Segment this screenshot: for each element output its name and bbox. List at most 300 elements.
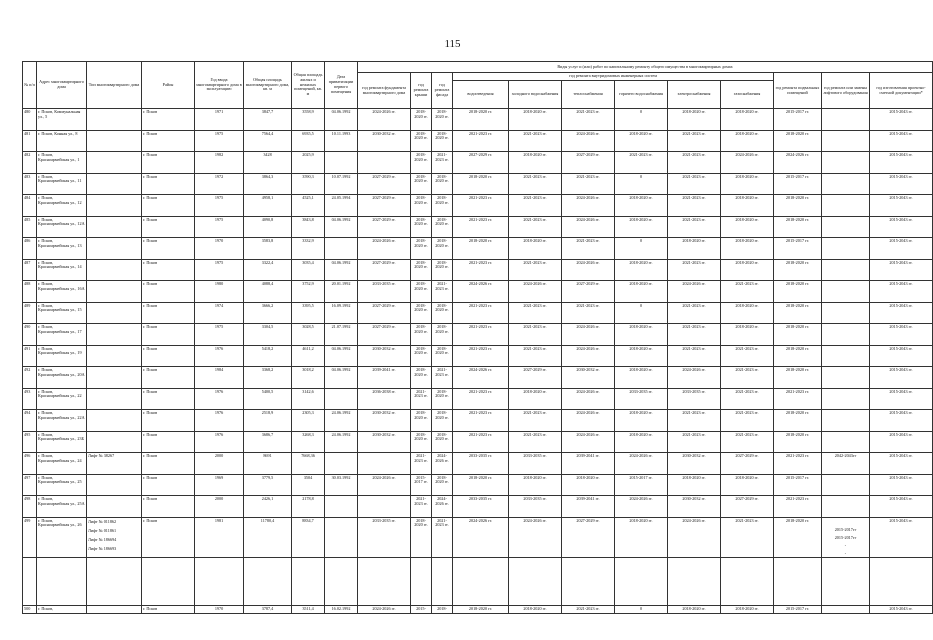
cell-hot-water: 2033-2035 гг.: [615, 388, 668, 410]
cell-drainage: 2018-2020 гг.: [453, 605, 509, 613]
cell-facade: 2018-2020 гг.: [432, 109, 453, 131]
cell-hot-water: 2018-2020 гг.: [615, 431, 668, 453]
cell-total-area: 3368,2: [244, 367, 292, 389]
cell-address: г. Псков, Красноармейская ул., 23Б: [37, 431, 87, 453]
cell-roof: 2018-2020 гг.: [411, 324, 432, 346]
cell-drainage: 2024-2026 гг.: [453, 281, 509, 303]
cell-total-area: 3787,4: [244, 605, 292, 613]
cell-num: 486: [23, 238, 37, 260]
cell-elevator: [822, 259, 870, 281]
cell-facade: 2018-2020 гг.: [432, 324, 453, 346]
cell-total-area: 2426,1: [244, 496, 292, 518]
header-type: Тип многоквартирного дома: [87, 62, 142, 109]
cell-elevator: [822, 173, 870, 195]
cell-type: [87, 367, 142, 389]
cell-type: [87, 216, 142, 238]
cell-facade: 2018-2020 гг.: [432, 216, 453, 238]
cell-heating: 2021-2023 гг.: [562, 302, 615, 324]
header-year: Год ввода многоквартирного дома в эксплуатацию: [195, 62, 244, 109]
cell-district: г. Псков: [142, 238, 195, 260]
cell-facade: 2018-2020 гг.: [432, 474, 453, 496]
cell-gas: 2021-2023 гг.: [721, 517, 774, 557]
cell-cold-water: 2021-2023 гг.: [509, 324, 562, 346]
cell-basement: 2018-2020 гг.: [774, 367, 822, 389]
cell-type: [87, 173, 142, 195]
cell-type: [87, 517, 142, 557]
cell-facade: 2018-2020 гг.: [432, 388, 453, 410]
cell-num: 485: [23, 216, 37, 238]
cell-address: г. Псков, Красноармейская ул., 14: [37, 259, 87, 281]
cell-privatization-date: 04.06.1992: [325, 109, 358, 131]
cell-cold-water: 2033-2035 гг.: [509, 453, 562, 475]
cell-design-docs: 2015-2043 гг.: [870, 130, 933, 152]
cell-basement: 2018-2020 гг.: [774, 517, 822, 557]
cell-drainage: 2021-2023 гг.: [453, 259, 509, 281]
cell-address: г. Псков, Конная ул., 8: [37, 130, 87, 152]
cell-total-area: 3583,8: [244, 238, 292, 260]
header-design-docs: год изготовления проектно-сметной документации*: [870, 73, 933, 109]
cell-heating: 2024-2026 гг.: [562, 410, 615, 432]
cell-basement: 2015-2017 гг.: [774, 238, 822, 260]
cell-electricity: 2021-2023 гг.: [668, 259, 721, 281]
cell-electricity: 2030-2032 гг.: [668, 453, 721, 475]
header-elevator: год ремонта или замены лифтового оборудования: [822, 73, 870, 109]
cell-elevator: [822, 130, 870, 152]
cell-num: 498: [23, 496, 37, 518]
cell-gas: 2018-2020 гг.: [721, 324, 774, 346]
cell-type: Лифт № 38267: [87, 453, 142, 475]
table-row-499: [23, 517, 933, 557]
cell-hot-water: 2021-2023 гг.: [615, 152, 668, 174]
cell-privatization-date: 04.06.1992: [325, 345, 358, 367]
cell-year: 1970: [195, 605, 244, 613]
cell-district: г. Псков: [142, 302, 195, 324]
cell-district: г. Псков: [142, 281, 195, 303]
cell-privatization-date: 16.02.1992: [325, 605, 358, 613]
cell-privatization-date: [325, 517, 358, 557]
cell-heating: 2039-2041 гг.: [562, 496, 615, 518]
table-row: [23, 216, 933, 238]
elevator-repair-year: -: [844, 550, 847, 556]
cell-heating: 2024-2026 гг.: [562, 130, 615, 152]
cell-drainage: 2021-2023 гг.: [453, 130, 509, 152]
cell-roof: 2018-2020 гг.: [411, 345, 432, 367]
cell-address: г. Псков, Красноармейская ул., 17: [37, 324, 87, 346]
cell-heating: 2024-2026 гг.: [562, 431, 615, 453]
cell-address: г. Псков, Коммунальная ул., 5: [37, 109, 87, 131]
cell-year: 1976: [195, 345, 244, 367]
cell-drainage: 2024-2026 гг.: [453, 367, 509, 389]
cell-elevator: [822, 109, 870, 131]
cell-privatization-date: 24.06.1992: [325, 410, 358, 432]
header-drainage: водоотведения: [453, 81, 509, 109]
cell-address: г. Псков, Красноармейская ул., 25А: [37, 496, 87, 518]
cell-roof: 2018-2020 гг.: [411, 238, 432, 260]
header-electricity: электроснабжения: [668, 81, 721, 109]
cell-foundation: 2027-2029 гг.: [358, 302, 411, 324]
cell-foundation: 2027-2029 гг.: [358, 259, 411, 281]
cell-foundation: 2027-2029 гг.: [358, 195, 411, 217]
cell-facade: 2018-2020 гг.: [432, 238, 453, 260]
cell-num: 481: [23, 130, 37, 152]
cell-drainage: 2021-2023 гг.: [453, 410, 509, 432]
cell-num: 494: [23, 410, 37, 432]
cell-cold-water: 2021-2023 гг.: [509, 259, 562, 281]
cell-num: 497: [23, 474, 37, 496]
table-row: [23, 324, 933, 346]
cell-elevator: [822, 367, 870, 389]
cell-address: г. Псков, Красноармейская ул., 11: [37, 173, 87, 195]
cell-heating: 2021-2023 гг.: [562, 173, 615, 195]
cell-year: 1976: [195, 388, 244, 410]
cell-basement: 2015-2017 гг.: [774, 474, 822, 496]
cell-elevator: [822, 238, 870, 260]
cell-roof: 2018-2020 гг.: [411, 109, 432, 131]
cell-drainage: 2018-2020 гг.: [453, 474, 509, 496]
cell-hot-water: 2018-2020 гг.: [615, 195, 668, 217]
cell-total-area: 3304,5: [244, 324, 292, 346]
cell-drainage: 2018-2020 гг.: [453, 238, 509, 260]
header-gas: газоснабжения: [721, 81, 774, 109]
cell-type: [87, 109, 142, 131]
cell-foundation: 2030-2032 гг.: [358, 410, 411, 432]
cell-roof: 2018-2020 гг.: [411, 216, 432, 238]
cell-total-area: 11780,4: [244, 517, 292, 557]
header-district: Район: [142, 62, 195, 109]
cell-facade: 2024-2026 гг.: [432, 496, 453, 518]
cell-residential-area: 3843,8: [292, 216, 325, 238]
cell-district: г. Псков: [142, 517, 195, 557]
cell-elevator: [822, 474, 870, 496]
cell-design-docs: 2015-2043 гг.: [870, 431, 933, 453]
cell-electricity: 2018-2020 гг.: [668, 474, 721, 496]
cell-total-area: 4090,8: [244, 216, 292, 238]
cell-year: 1971: [195, 109, 244, 131]
cell-address: г. Псков, Красноармейская ул., 12: [37, 195, 87, 217]
table-row: [23, 195, 933, 217]
header-heating: теплоснабжения: [562, 81, 615, 109]
cell-privatization-date: 24.05.1994: [325, 195, 358, 217]
cell-gas: 2021-2023 гг.: [721, 388, 774, 410]
cell-residential-area: 4525,1: [292, 195, 325, 217]
cell-district: г. Псков: [142, 345, 195, 367]
cell-hot-water: 2018-2020 гг.: [615, 517, 668, 557]
cell-elevator: [822, 324, 870, 346]
cell-privatization-date: 04.06.1992: [325, 216, 358, 238]
cell-foundation: [358, 453, 411, 475]
cell-elevator: 2042-2043гг: [822, 453, 870, 475]
cell-heating: 2024-2026 гг.: [562, 324, 615, 346]
cell-district: г. Псков: [142, 453, 195, 475]
cell-num: 487: [23, 259, 37, 281]
table-row: [23, 388, 933, 410]
cell-design-docs: 2015-2043 гг.: [870, 605, 933, 613]
cell-num: 483: [23, 173, 37, 195]
cell-address: г. Псков, Красноармейская ул., 1: [37, 152, 87, 174]
cell-drainage: 2027-2029 гг.: [453, 152, 509, 174]
cell-heating: 2030-2032 гг.: [562, 367, 615, 389]
cell-district: г. Псков: [142, 474, 195, 496]
cell-total-area: 3686,7: [244, 431, 292, 453]
cell-hot-water: 2024-2026 гг.: [615, 496, 668, 518]
cell-gas: 2018-2020 гг.: [721, 605, 774, 613]
cell-hot-water: 0: [615, 173, 668, 195]
cell-heating: 2024-2026 гг.: [562, 259, 615, 281]
cell-privatization-date: 10.07.1992: [325, 173, 358, 195]
cell-foundation: 2027-2029 гг.: [358, 324, 411, 346]
cell-type: [87, 130, 142, 152]
cell-design-docs: 2015-2043 гг.: [870, 324, 933, 346]
cell-year: 1975: [195, 259, 244, 281]
cell-basement: 2015-2017 гг.: [774, 605, 822, 613]
cell-gas: 2021-2023 гг.: [721, 367, 774, 389]
cell-type: [87, 238, 142, 260]
cell-foundation: 2030-2032 гг.: [358, 345, 411, 367]
header-roof: год ремонта крыши: [411, 73, 432, 109]
cell-heating: 2021-2023 гг.: [562, 238, 615, 260]
cell-foundation: 2039-2041 гг.: [358, 367, 411, 389]
cell-electricity: 2021-2023 гг.: [668, 302, 721, 324]
cell-basement: 2018-2020 гг.: [774, 302, 822, 324]
cell-year: 1975: [195, 324, 244, 346]
cell-elevator: [822, 345, 870, 367]
cell-cold-water: 2021-2023 гг.: [509, 410, 562, 432]
table-row: [23, 173, 933, 195]
cell-electricity: 2018-2020 гг.: [668, 605, 721, 613]
cell-basement: 2018-2020 гг.: [774, 431, 822, 453]
cell-year: 1974: [195, 302, 244, 324]
table-row: [23, 281, 933, 303]
cell-num: 490: [23, 324, 37, 346]
cell-gas: 2027-2029 гг.: [721, 496, 774, 518]
cell-cold-water: 2021-2023 гг.: [509, 216, 562, 238]
cell-electricity: 2024-2026 гг.: [668, 367, 721, 389]
cell-roof: 2018-2020 гг.: [411, 259, 432, 281]
cell-num: 480: [23, 109, 37, 131]
cell-drainage: 2018-2020 гг.: [453, 109, 509, 131]
cell-num: 489: [23, 302, 37, 324]
cell-gas: 2018-2020 гг.: [721, 109, 774, 131]
elevator-id: Лифт № 011861: [88, 527, 117, 533]
cell-hot-water: 0: [615, 605, 668, 613]
cell-hot-water: 2018-2020 гг.: [615, 281, 668, 303]
cell-num: 492: [23, 367, 37, 389]
cell-foundation: 2024-2026 гг.: [358, 605, 411, 613]
cell-elevator: [822, 496, 870, 518]
cell-cold-water: 2024-2026 гг.: [509, 517, 562, 557]
cell-gas: 2018-2020 гг.: [721, 173, 774, 195]
elevator-id: Лифт № 186693: [88, 546, 117, 552]
cell-drainage: 2021-2023 гг.: [453, 302, 509, 324]
cell-electricity: 2021-2023 гг.: [668, 130, 721, 152]
cell-heating: 2027-2029 гг.: [562, 152, 615, 174]
cell-privatization-date: [325, 496, 358, 518]
table-row: [23, 367, 933, 389]
cell-privatization-date: 20.01.1992: [325, 281, 358, 303]
cell-basement: 2021-2023 гг.: [774, 496, 822, 518]
cell-gas: 2021-2023 гг.: [721, 345, 774, 367]
cell-facade: 2018-2020 гг.: [432, 130, 453, 152]
cell-roof: 2018-2020 гг.: [411, 367, 432, 389]
cell-district: г. Псков: [142, 388, 195, 410]
cell-type: [87, 474, 142, 496]
cell-electricity: 2018-2020 гг.: [668, 109, 721, 131]
elevator-repair-year: -: [844, 542, 847, 548]
cell-foundation: 2033-2035 гг.: [358, 281, 411, 303]
table-row-spacer: [23, 557, 933, 605]
cell-gas: 2018-2020 гг.: [721, 238, 774, 260]
cell-elevator: [822, 605, 870, 613]
page-number: 115: [444, 38, 461, 50]
header-systems-group: год ремонта внутридомовых инженерных систем: [453, 73, 774, 81]
cell-roof: 2018-2020 гг.: [411, 195, 432, 217]
cell-design-docs: 2015-2043 гг.: [870, 109, 933, 131]
cell-roof: 2018-2020 гг.: [411, 152, 432, 174]
cell-foundation: 2030-2032 гг.: [358, 431, 411, 453]
cell-foundation: 2027-2029 гг.: [358, 173, 411, 195]
table-row: [23, 238, 933, 260]
cell-district: г. Псков: [142, 431, 195, 453]
cell-facade: 2024-2026 гг.: [432, 453, 453, 475]
cell-foundation: [358, 496, 411, 518]
cell-drainage: 2021-2023 гг.: [453, 216, 509, 238]
cell-type: [87, 431, 142, 453]
cell-facade: 2018-2020 гг.: [432, 431, 453, 453]
cell-basement: 2018-2020 гг.: [774, 130, 822, 152]
cell-basement: 2018-2020 гг.: [774, 324, 822, 346]
cell-residential-area: 3332,9: [292, 238, 325, 260]
cell-drainage: 2021-2023 гг.: [453, 388, 509, 410]
cell-roof: 2021-2023 гг.: [411, 496, 432, 518]
header-basement: год ремонта подвальных помещений: [774, 73, 822, 109]
cell-design-docs: 2015-2043 гг.: [870, 517, 933, 557]
cell-privatization-date: 04.06.1992: [325, 367, 358, 389]
cell-year: 2000: [195, 453, 244, 475]
cell-residential-area: 3504: [292, 474, 325, 496]
cell-type: [87, 605, 142, 613]
cell-design-docs: 2015-2043 гг.: [870, 410, 933, 432]
cell-total-area: 3847,7: [244, 109, 292, 131]
cell-basement: 2021-2023 гг.: [774, 453, 822, 475]
cell-elevator: [822, 302, 870, 324]
cell-cold-water: 2021-2023 гг.: [509, 173, 562, 195]
cell-year: 1972: [195, 173, 244, 195]
cell-district: г. Псков: [142, 152, 195, 174]
cell-facade: 2018-2020 гг.: [432, 302, 453, 324]
cell-basement: 2018-2020 гг.: [774, 216, 822, 238]
cell-heating: 2027-2029 гг.: [562, 517, 615, 557]
cell-type: [87, 195, 142, 217]
cell-year: 1980: [195, 281, 244, 303]
cell-electricity: 2021-2023 гг.: [668, 345, 721, 367]
cell-gas: 2021-2023 гг.: [721, 410, 774, 432]
cell-electricity: 2021-2023 гг.: [668, 195, 721, 217]
cell-cold-water: 2027-2029 гг.: [509, 367, 562, 389]
cell-residential-area: 8834,7: [292, 517, 325, 557]
cell-cold-water: 2018-2020 гг.: [509, 238, 562, 260]
cell-address: г. Псков, Красноармейская ул., 15: [37, 302, 87, 324]
cell-facade: 2021-2023 гг.: [432, 367, 453, 389]
cell-foundation: 2030-2032 гг.: [358, 130, 411, 152]
cell-gas: 2018-2020 гг.: [721, 195, 774, 217]
cell-address: г. Псков, Красноармейская ул., 13: [37, 238, 87, 260]
cell-heating: 2024-2026 гг.: [562, 216, 615, 238]
cell-residential-area: 6935,5: [292, 130, 325, 152]
cell-roof: 2018-2020 гг.: [411, 302, 432, 324]
cell-privatization-date: 24.06.1992: [325, 431, 358, 453]
cell-district: г. Псков: [142, 195, 195, 217]
table-row-500: [23, 605, 933, 613]
cell-roof: 2021-2023 гг.: [411, 453, 432, 475]
cell-basement: 2018-2020 гг.: [774, 259, 822, 281]
cell-hot-water: 2018-2020 гг.: [615, 367, 668, 389]
cell-roof: 2015-2017 гг.: [411, 474, 432, 496]
cell-residential-area: 2178,8: [292, 496, 325, 518]
cell-cold-water: 2021-2023 гг.: [509, 130, 562, 152]
cell-cold-water: 2018-2020 гг.: [509, 474, 562, 496]
cell-drainage: 2033-2035 гг.: [453, 496, 509, 518]
cell-district: г. Псков: [142, 496, 195, 518]
header-address: Адрес многоквартирного дома: [37, 62, 87, 109]
cell-foundation: 2027-2029 гг.: [358, 216, 411, 238]
header-facade: год ремонта фасада: [432, 73, 453, 109]
cell-type: [87, 496, 142, 518]
cell-facade: 2018-2020 гг.: [432, 259, 453, 281]
table-row: [23, 453, 933, 475]
table-row: [23, 431, 933, 453]
cell-cold-water: 2018-2020 гг.: [509, 152, 562, 174]
cell-elevator: [822, 216, 870, 238]
cell-heating: 2039-2041 гг.: [562, 453, 615, 475]
cell-design-docs: 2015-2043 гг.: [870, 281, 933, 303]
table-header: [23, 62, 933, 109]
cell-design-docs: 2015-2043 гг.: [870, 152, 933, 174]
cell-heating: 2024-2026 гг.: [562, 195, 615, 217]
cell-hot-water: 2018-2020 гг.: [615, 259, 668, 281]
cell-electricity: 2030-2032 гг.: [668, 496, 721, 518]
cell-residential-area: 3142,6: [292, 388, 325, 410]
cell-residential-area: 3018,2: [292, 367, 325, 389]
cell-roof: 2018-2020 гг.: [411, 517, 432, 557]
cell-type: [87, 281, 142, 303]
cell-basement: 2018-2020 гг.: [774, 195, 822, 217]
cell-district: г. Псков: [142, 109, 195, 131]
cell-year: 2000: [195, 496, 244, 518]
cell-electricity: 2021-2023 гг.: [668, 173, 721, 195]
cell-roof: 2018-2020 гг.: [411, 281, 432, 303]
cell-total-area: 3428: [244, 152, 292, 174]
cell-privatization-date: [325, 238, 358, 260]
cell-drainage: 2024-2026 гг.: [453, 517, 509, 557]
cell-year: 1976: [195, 410, 244, 432]
cell-address: г. Псков, Красноармейская ул., 16А: [37, 281, 87, 303]
cell-drainage: 2021-2023 гг.: [453, 431, 509, 453]
table-row: [23, 410, 933, 432]
cell-cold-water: 2021-2023 гг.: [509, 302, 562, 324]
table-row: [23, 496, 933, 518]
cell-hot-water: 0: [615, 109, 668, 131]
cell-foundation: [358, 152, 411, 174]
cell-drainage: 2018-2020 гг.: [453, 173, 509, 195]
cell-year: 1975: [195, 130, 244, 152]
cell-roof: 2018-2020 гг.: [411, 431, 432, 453]
cell-privatization-date: 10.11.1993: [325, 130, 358, 152]
cell-year: 1975: [195, 216, 244, 238]
table-body: [23, 109, 933, 614]
cell-hot-water: 2024-2026 гг.: [615, 453, 668, 475]
cell-heating: 2027-2029 гг.: [562, 281, 615, 303]
table-row: [23, 474, 933, 496]
